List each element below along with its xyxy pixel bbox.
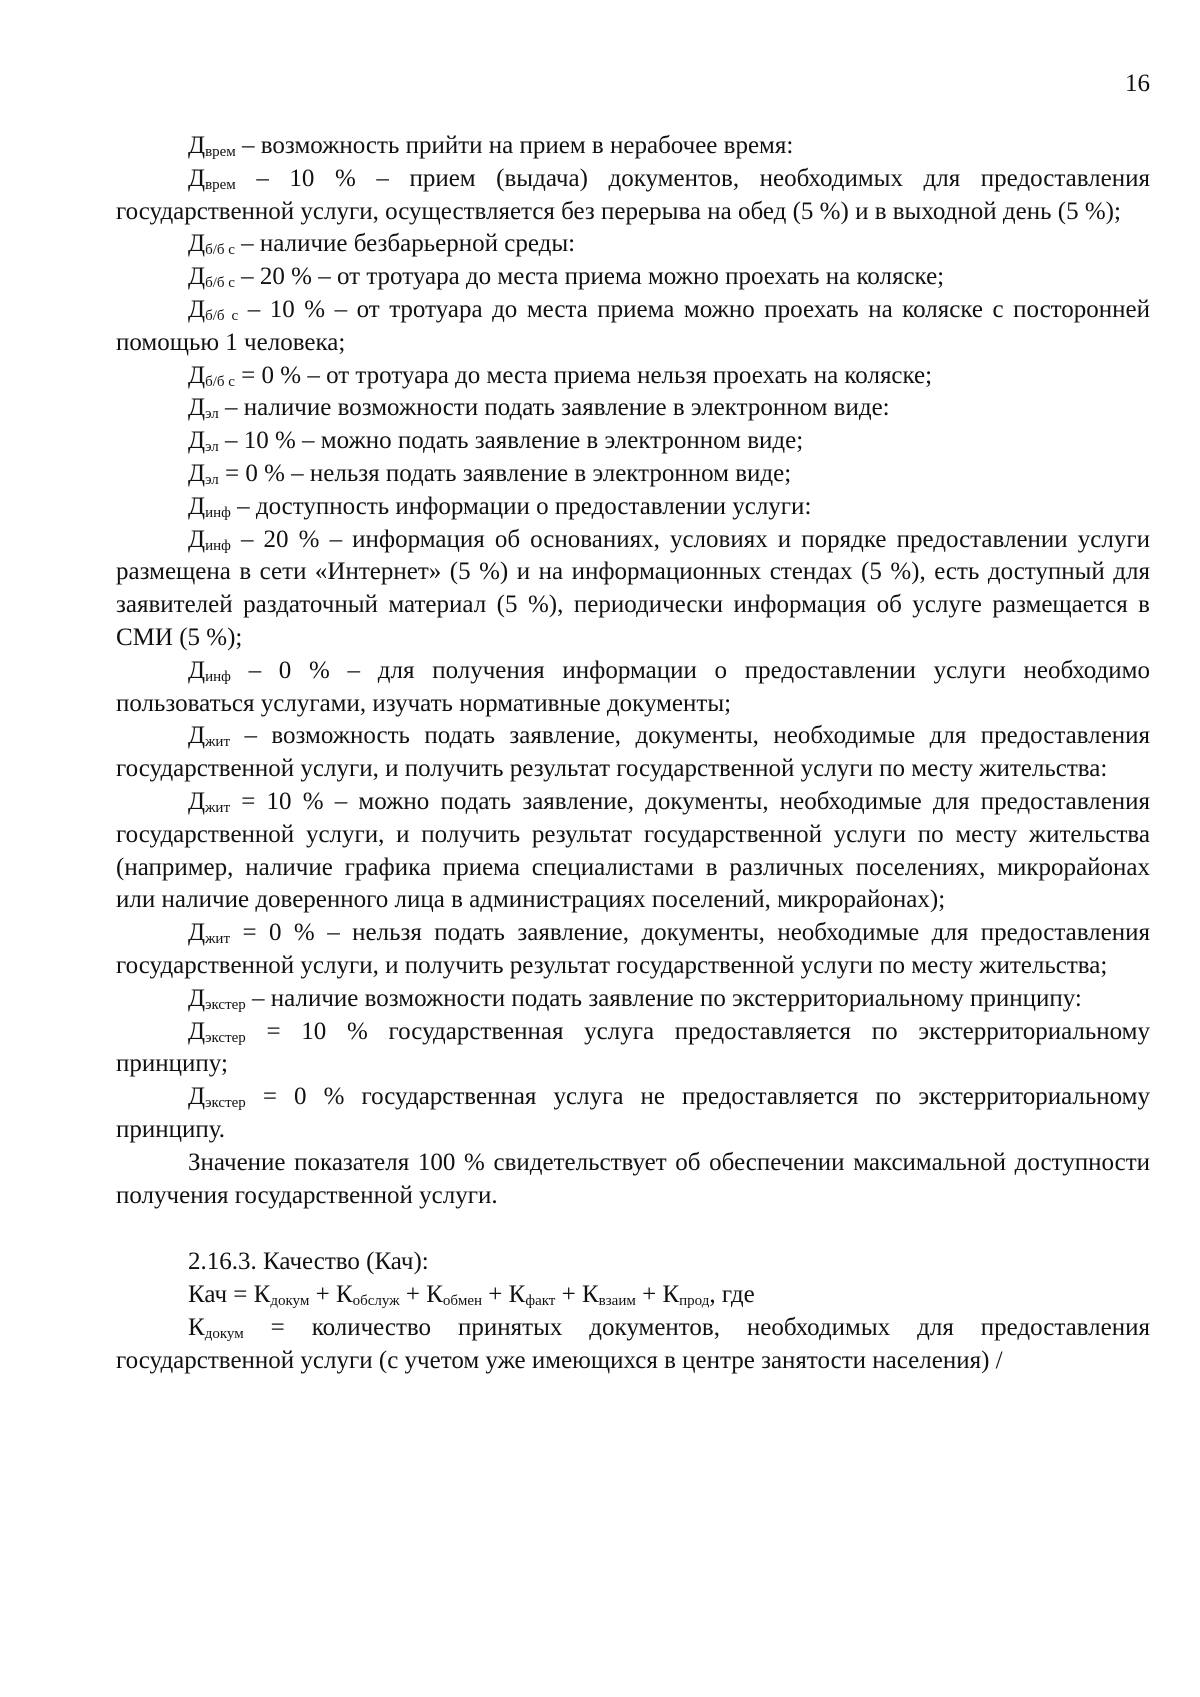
formula-term (582, 1281, 636, 1308)
paragraph-text: = 10 % – можно подать заявление, документы, необходимые для предоставления государственной услуги, и получить результат государственной услуги по месту жительства (например, наличие графика приема специалистами в различных поселениях, микрорайонах или наличие доверенного лица в администрациях поселений, микрорайонах); (116, 787, 1150, 914)
symbol (188, 165, 236, 192)
symbol-subscript: эл (205, 406, 219, 423)
symbol-main: Д (188, 164, 206, 192)
paragraph-text: = количество принятых документов, необходимых для предоставления государственной услуги (с учетом уже имеющихся в центре занятости населения) / (116, 1313, 1150, 1374)
document-body (116, 130, 1150, 1377)
term-main: К (581, 1281, 599, 1309)
paragraph-text: = 0 % – нельзя подать заявление, документы, необходимые для предоставления государственной услуги, и получить результат государственной услуги по месту жительства; (116, 919, 1150, 979)
paragraph-text: – возможность прийти на прием в нерабочее время: (235, 132, 794, 159)
symbol-subscript: инф (205, 668, 231, 685)
symbol-main: Д (188, 492, 206, 520)
paragraph (116, 983, 1150, 1016)
paragraph-text: = 0 % – нельзя подать заявление в электронном виде; (218, 459, 792, 487)
symbol-main: Д (188, 427, 206, 455)
term-separator: + (482, 1281, 509, 1309)
symbol-main: К (188, 1313, 205, 1341)
symbol (188, 460, 219, 487)
paragraph-list (116, 130, 1150, 1212)
term-subscript: факт (525, 1293, 556, 1310)
symbol (188, 657, 231, 684)
symbol (188, 263, 235, 290)
symbol (188, 722, 230, 749)
symbol (188, 427, 219, 454)
symbol-subscript: жит (205, 931, 231, 948)
paragraph-text: – 10 % – можно подать заявление в электронном виде; (218, 427, 804, 455)
symbol-main: Д (188, 787, 206, 815)
symbol (188, 985, 246, 1012)
formula-term (336, 1281, 400, 1308)
paragraph (116, 917, 1150, 983)
paragraph (116, 491, 1150, 524)
formula-term (509, 1281, 556, 1308)
symbol-main: Д (188, 361, 206, 389)
symbol-main: Д (188, 919, 206, 947)
symbol-main: Д (188, 394, 206, 422)
symbol (188, 296, 238, 323)
paragraph-text: = 0 % государственная услуга не предоставляется по экстерриториальному принципу. (116, 1083, 1150, 1143)
symbol (188, 132, 236, 159)
paragraph (116, 294, 1150, 360)
paragraph-text: – 0 % – для получения информации о предоставлении услуги необходимо пользоваться услугами, изучать нормативные документы; (116, 656, 1150, 717)
paragraph (116, 261, 1150, 294)
symbol-subscript: б/б с (205, 373, 235, 390)
paragraph-text: – 20 % – информация об основаниях, условиях и порядке предоставлении услуги размещена в сети «Интернет» (5 %) и на информационных стендах (5 %), есть доступный для заявителей раздаточный материал (5 %), периодически информация об услуге размещается в СМИ (5 %); (116, 525, 1150, 651)
paragraph-text: = 0 % – от тротуара до места приема нельзя проехать на коляске; (234, 361, 933, 389)
section-gap (116, 1212, 1150, 1246)
symbol-subscript: инф (205, 537, 231, 554)
paragraph-text: = 10 % государственная услуга предоставляется по экстерриториальному принципу; (116, 1017, 1150, 1078)
term-subscript: обслуж (352, 1293, 400, 1310)
symbol-main: Д (188, 525, 206, 553)
symbol-subscript: врем (205, 144, 236, 160)
symbol-subscript: эл (205, 439, 219, 456)
symbol-main: Д (188, 722, 206, 750)
symbol-subscript: экстер (205, 1095, 246, 1112)
paragraph (116, 720, 1150, 786)
symbol-subscript: б/б с (205, 307, 239, 324)
paragraph (116, 360, 1150, 393)
symbol-main: Д (188, 656, 206, 684)
symbol-main: Д (188, 230, 206, 258)
paragraph (116, 163, 1150, 229)
page-number: 16 (1125, 70, 1150, 97)
symbol-main: Д (188, 1083, 206, 1111)
symbol-subscript: жит (205, 799, 231, 816)
symbol (188, 526, 231, 553)
symbol-subscript: инф (205, 504, 231, 521)
symbol-subscript: экстер (205, 996, 246, 1013)
symbol (188, 1083, 246, 1110)
term-main: К (426, 1281, 443, 1309)
symbol-main: Д (188, 459, 206, 487)
paragraph-text: – 10 % – прием (выдача) документов, необходимых для предоставления государственной услуги, осуществляется без перерыва на обед (5 %) и в выходной день (5 %); (116, 164, 1150, 225)
symbol (188, 1314, 244, 1341)
term-main: К (662, 1281, 680, 1309)
term-separator: + (309, 1281, 336, 1309)
term-subscript: докум (270, 1293, 310, 1310)
symbol-subscript: докум (204, 1325, 244, 1342)
term-main: К (335, 1281, 353, 1309)
symbol-subscript: жит (205, 734, 231, 751)
symbol (188, 493, 231, 520)
term-main: К (508, 1281, 526, 1309)
symbol (188, 1018, 246, 1045)
symbol (188, 230, 235, 257)
term-separator: + (399, 1281, 427, 1309)
symbol-subscript: б/б с (205, 275, 235, 292)
symbol (188, 788, 230, 815)
section-heading: 2.16.3. Качество (Кач): (188, 1248, 429, 1276)
paragraph-text: – доступность информации о предоставлении услуги: (230, 492, 812, 520)
paragraph-text: Значение показателя 100 % свидетельствует об обеспечении максимальной доступности получения государственной услуги. (116, 1148, 1150, 1209)
paragraph-text: – 10 % – от тротуара до места приема можно проехать на коляске с посторонней помощью 1 человека; (116, 295, 1150, 356)
paragraph (116, 1016, 1150, 1082)
symbol (188, 919, 230, 946)
paragraph-text: – наличие безбарьерной среды: (234, 230, 576, 258)
paragraph-text: – возможность подать заявление, документы, необходимые для предоставления государственной услуги, и получить результат государственной услуги по месту жительства: (116, 722, 1150, 783)
formula-lhs: Кач = (188, 1281, 254, 1309)
term-separator: , где (709, 1281, 755, 1309)
last-paragraph (116, 1312, 1150, 1378)
symbol (188, 394, 219, 421)
paragraph-text: – наличие возможности подать заявление по экстерриториальному принципу: (245, 984, 1082, 1012)
symbol-subscript: врем (205, 176, 236, 193)
paragraph (116, 524, 1150, 655)
paragraph (116, 458, 1150, 491)
term-separator: + (555, 1281, 582, 1309)
paragraph (116, 392, 1150, 425)
term-subscript: прод (679, 1293, 710, 1310)
quality-formula (116, 1279, 1150, 1312)
symbol-main: Д (188, 984, 206, 1012)
formula-term (662, 1281, 709, 1308)
formula-term (426, 1281, 482, 1308)
paragraph (116, 228, 1150, 261)
term-subscript: обмен (442, 1293, 483, 1310)
symbol-subscript: экстер (205, 1029, 246, 1046)
symbol-main: Д (188, 295, 206, 323)
paragraph-text: – наличие возможности подать заявление в электронном виде: (218, 394, 890, 422)
paragraph (116, 786, 1150, 917)
paragraph (116, 130, 1150, 163)
paragraph (116, 1081, 1150, 1147)
symbol-subscript: эл (205, 471, 219, 488)
symbol-main: Д (188, 263, 206, 291)
term-separator: + (635, 1281, 663, 1309)
symbol (188, 362, 235, 389)
formula-terms (254, 1281, 755, 1308)
paragraph (116, 425, 1150, 458)
symbol-main: Д (188, 132, 206, 159)
paragraph (116, 1147, 1150, 1213)
symbol-main: Д (188, 1017, 206, 1045)
formula-term (254, 1281, 310, 1308)
term-subscript: взаим (598, 1293, 636, 1310)
term-main: К (253, 1281, 271, 1309)
paragraph-text: – 20 % – от тротуара до места приема можно проехать на коляске; (234, 263, 945, 291)
symbol-subscript: б/б с (205, 242, 235, 259)
paragraph (116, 655, 1150, 721)
